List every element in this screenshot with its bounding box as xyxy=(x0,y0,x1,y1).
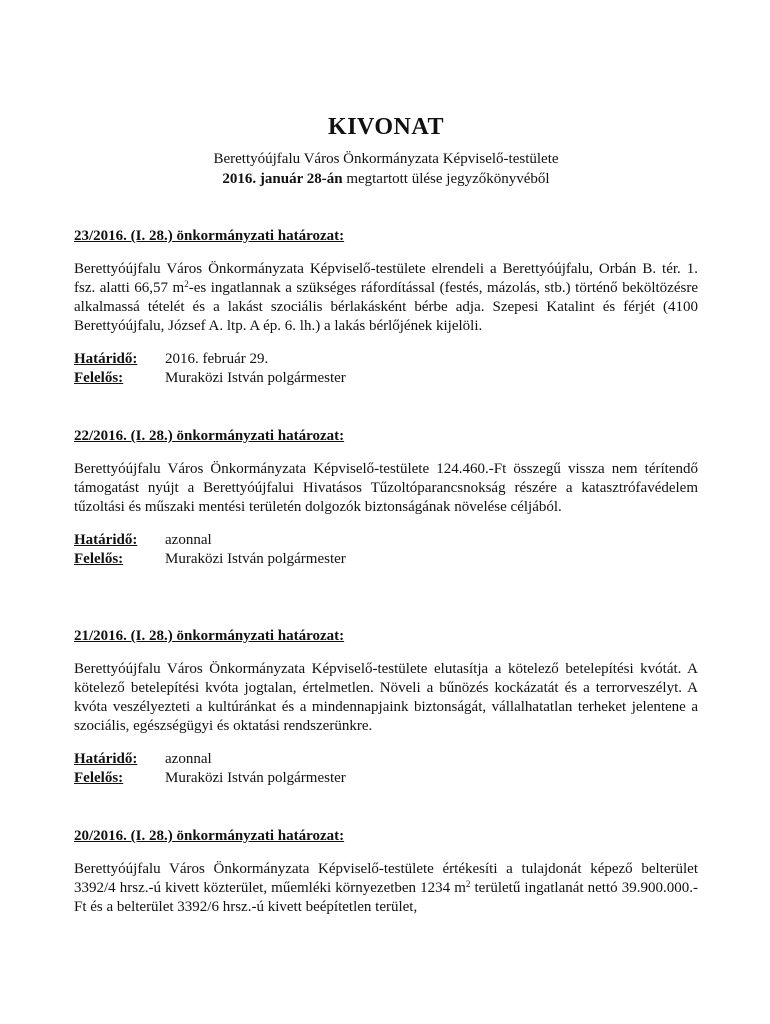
deadline-value: azonnal xyxy=(165,751,212,767)
resolution-text xyxy=(74,860,698,917)
resolution-meta xyxy=(74,750,698,788)
resolution-20 xyxy=(74,827,698,917)
resolution-23 xyxy=(74,227,698,388)
resolution-text-part: területű ingatlanát nettó 39.900.000.-Ft és a belterület 3392/6 hrsz.-ú kivett beépítetlen terület, xyxy=(74,880,698,915)
document-title: KIVONAT xyxy=(328,114,444,140)
responsible-label: Felelős: xyxy=(74,770,124,786)
resolution-text xyxy=(74,260,698,336)
responsible-label: Felelős: xyxy=(74,551,124,567)
resolution-text-part: Berettyóújfalu Város Önkormányzata Képviselő-testülete értékesíti a tulajdonát képező belterület 3392/4 hrsz.-ú kivett közterület, műemléki környezetben 1234 m xyxy=(74,861,698,896)
resolution-heading: 21/2016. (I. 28.) önkormányzati határozat: xyxy=(74,628,345,644)
responsible-value: Muraközi István polgármester xyxy=(165,551,346,567)
resolution-text: Berettyóújfalu Város Önkormányzata Képviselő-testülete 124.460.-Ft összegű vissza nem térítendő támogatást nyújt a Berettyóújfalui Hivatásos Tűzoltóparancsnokság részére a katasztrófavédelem tűzoltási és műszaki mentési területén dolgozók biztonságának növelése céljából. xyxy=(74,461,698,515)
resolution-text: Berettyóújfalu Város Önkormányzata Képviselő-testülete elutasítja a kötelező betelepítési kvótát. A kötelező betelepítési kvóta jogtalan, értelmetlen. Növeli a bűnözés kockázatát és a terrorveszélyt. A kvóta veszélyezteti a kultúránkat és a mindennapjaink biztonságát, vállalhatatlan terheket jelentene a szociális, egészségügyi és oktatási rendszerünkre. xyxy=(74,661,698,734)
deadline-label: Határidő: xyxy=(74,532,138,548)
resolution-text-part: -es ingatlannak a szükséges ráfordítással (festés, mázolás, stb.) történő beköltözésre alkalmassá tételét és a lakást szociális bérlakásként bérbe adja. Szepesi Katalint és férjét (4100 Berettyóújfalu, József A. ltp. A ép. 6. lh.) a lakás bérlőjének kijelöli. xyxy=(74,280,698,334)
meeting-date: 2016. január 28-án xyxy=(222,171,343,187)
superscript: 2 xyxy=(184,279,189,289)
resolution-21 xyxy=(74,627,698,788)
responsible-value: Muraközi István polgármester xyxy=(165,770,346,786)
resolution-meta xyxy=(74,531,698,569)
deadline-value: azonnal xyxy=(165,532,212,548)
resolution-heading: 20/2016. (I. 28.) önkormányzati határozat: xyxy=(74,828,345,844)
resolution-text-part: Berettyóújfalu Város Önkormányzata Képviselő-testülete elrendeli a Berettyóújfalu, Orbán B. tér. 1. fsz. alatti 66,57 m xyxy=(74,261,698,296)
deadline-label: Határidő: xyxy=(74,751,138,767)
deadline-value: 2016. február 29. xyxy=(165,351,269,367)
responsible-label: Felelős: xyxy=(74,370,124,386)
meeting-date-suffix: megtartott ülése jegyzőkönyvéből xyxy=(342,171,550,187)
document-subtitle: Berettyóújfalu Város Önkormányzata Képviselő-testülete xyxy=(213,151,559,167)
resolution-22 xyxy=(74,427,698,569)
deadline-label: Határidő: xyxy=(74,351,138,367)
meeting-date-line xyxy=(74,171,698,188)
resolution-heading: 22/2016. (I. 28.) önkormányzati határozat: xyxy=(74,428,345,444)
resolution-heading: 23/2016. (I. 28.) önkormányzati határozat: xyxy=(74,228,345,244)
responsible-value: Muraközi István polgármester xyxy=(165,370,346,386)
resolution-meta xyxy=(74,350,698,388)
superscript: 2 xyxy=(465,879,471,889)
